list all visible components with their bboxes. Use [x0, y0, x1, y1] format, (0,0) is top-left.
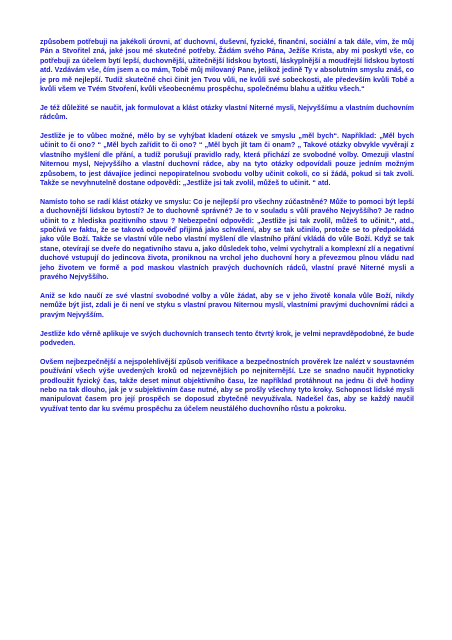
paragraph-1: způsobem potřebuji na jakékoli úrovni, ať duchovní, duševní, fyzické, finanční, sociální a tak dále, vím, že můj Pán a Stvořitel zná, jaké jsou mé skutečné potřeby. Žádám svého Pána, Ježíše Krista, aby mi poskytl vše, co potřebuji za účelem bytí lepší, duchovnější, užitečnější lidskou bytostí, láskyplnější a moudřejší lidskou bytostí atd. Vzdávám vše, čím jsem a co mám, Tobě můj milovaný Pane, jelikož jedině Ty v absolutním smyslu znáš, co je pro mě nejlepší. Tudíž skutečně chci činit jen Tvou vůli, ne kvůli své sobeckosti, ale především kvůli Tobě a kvůli všem ve Tvém Stvoření, kvůli všeobecnému prospěchu, společnému blahu a užitku všech.“ [40, 39, 414, 94]
paragraph-7: Ovšem nejbezpečnější a nejspolehlivější způsob verifikace a bezpečnostních prověrek lze nalézt v soustavném používání všech výše uvedených kroků od nejzevnějších po nejniternější. Lze se snadno naučit hypnoticky prodloužit fyzický čas, takže deset minut objektivního času, lze například protáhnout na jednu či dvě hodiny nebo na tak dlouho, jak je v subjektivním čase nutné, aby se prošly všechny tyto kroky. Schopnost lidské mysli manipulovat časem pro její prospěch se doposud zbytečně nevyužívala. Nadešel čas, aby se každý naučil využívat tento dar ku svému prospěchu za účelem neustálého duchovního růstu a pokroku. [40, 358, 414, 413]
paragraph-5: Aniž se kdo naučí ze své vlastní svobodné volby a vůle žádat, aby se v jeho životě konala vůle Boží, nikdy nemůže být jist, zdali je či není ve styku s vlastní pravou Niternou myslí, vlastními pravými duchovními rádci a pravým Nejvyšším. [40, 292, 414, 319]
paragraph-3: Jestliže je to vůbec možné, mělo by se vyhýbat kladení otázek ve smyslu „měl bych“. Například: „Měl bych učinit to či ono? “ „Měl bych zařídit to či ono? “ „Měl bych jít tam či onam? „ Takové otázky obvykle vyvěrají z vlastního myšlení dle přání, a tudíž porušují pravidlo rady, která přichází ze svobodné volby. Omezuji vlastní Niternou mysl, Nejvyššího a vlastní duchovní rádce, aby na tyto otázky odpovídali pouze jedním možným způsobem, to jest dávajíce jedinci nepopiratelnou svobodu volby učinit cokoli, co si žádá, pokud si tak zvolí. Takže se nevyhnutelně dostane odpovědi: „Jestliže jsi tak zvolil, můžeš to učinit. “ atd. [40, 133, 414, 188]
paragraph-4: Namísto toho se radí klást otázky ve smyslu: Co je nejlepší pro všechny zúčastněné? Může to pomoci být lepší a duchovnější lidskou bytostí? Je to duchovně správné? Je to v souladu s vůlí pravého Nejvyššího? Je radno učinit to z hlediska pozitivního stavu ? Nebezpeční odpovědi: „Jestliže jsi tak zvolil, můžeš to učinit.“, atd., spočívá ve faktu, že se taková odpověď přijímá jako schválení, aby se tak učinilo, protože se to předpokládá jako vůle Boží. Takže se vlastní vůle nebo vlastní myšlení dle vlastního přání vkládá do vůle Boží. Když se tak stane, otevírají se dveře do negativního stavu a, jako důsledek toho, velmi vychytralí a komplexní zlí a negativní duchové vstupují do jedincova života, proniknou na vrchol jeho duchovní hory a převezmou plnou vládu nad jeho životem ve formě a pod maskou vlastních pravých duchovních rádců, vlastní pravé Niterné mysli a pravého Nejvyššího. [40, 198, 414, 282]
paragraph-2: Je též důležité se naučit, jak formulovat a klást otázky vlastní Niterné mysli, Nejvyššímu a vlastním duchovním rádcům. [40, 104, 414, 122]
paragraph-6: Jestliže kdo věrně aplikuje ve svých duchovních transech tento čtvrtý krok, je velmi nepravděpodobné, že bude podveden. [40, 330, 414, 347]
document-page [40, 38, 414, 424]
